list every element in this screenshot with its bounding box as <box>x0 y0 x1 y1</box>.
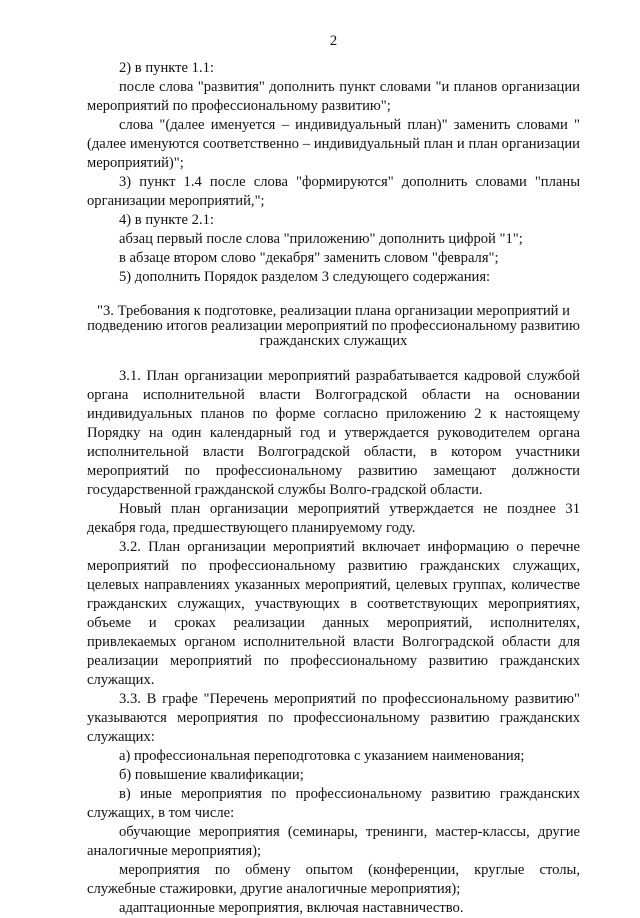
paragraph: 3.1. План организации мероприятий разрабатывается кадровой службой органа исполнительной власти Волгоградской области на основании индивидуальных планов по форме согласно приложению 2 к настоящему Порядку на один календарный год и утверждается руководителем органа исполнительной власти Волгоградской области, в котором участники мероприятий по профессиональному развитию замещают должности государственной гражданской службы Волго-градской области. <box>87 368 580 498</box>
section-body <box>87 367 580 918</box>
paragraph: мероприятия по обмену опытом (конференции, круглые столы, служебные стажировки, другие аналогичные мероприятия); <box>87 862 580 897</box>
page-number: 2 <box>329 33 338 49</box>
paragraph: 3.3. В графе "Перечень мероприятий по профессиональному развитию" указываются мероприятия по профессиональному развитию гражданских служащих: <box>87 691 580 745</box>
paragraph: а) профессиональная переподготовка с указанием наименования; <box>119 748 525 764</box>
paragraph: в абзаце втором слово "декабря" заменить словом "февраля"; <box>119 250 499 266</box>
paragraph: слова "(далее именуется – индивидуальный план)" заменить словами "(далее именуются соответственно – индивидуальный план и план организации мероприятий)"; <box>87 117 580 171</box>
paragraph: Новый план организации мероприятий утверждается не позднее 31 декабря года, предшествующего планируемому году. <box>87 501 580 536</box>
paragraph: после слова "развития" дополнить пункт словами "и планов организации мероприятий по профессиональному развитию"; <box>87 79 580 114</box>
paragraph: 4) в пункте 2.1: <box>119 212 214 228</box>
amendments-list <box>87 59 580 287</box>
paragraph: абзац первый после слова "приложению" дополнить цифрой "1"; <box>119 231 523 247</box>
paragraph: 5) дополнить Порядок разделом 3 следующего содержания: <box>119 269 491 285</box>
paragraph: 2) в пункте 1.1: <box>119 60 214 76</box>
paragraph: в) иные мероприятия по профессиональному развитию гражданских служащих, в том числе: <box>87 786 580 821</box>
paragraph: адаптационные мероприятия, включая наставничество. <box>119 900 464 916</box>
paragraph: 3.2. План организации мероприятий включает информацию о перечне мероприятий по профессиональному развитию гражданских служащих, целевых направлениях указанных мероприятий, целевых группах, количестве гражданских служащих, участвующих в соответствующих мероприятиях, объеме и сроках реализации данных мероприятий, исполнителях, привлекаемых органом исполнительной власти Волгоградской области для реализации мероприятий по профессиональному развитию гражданских служащих. <box>87 539 580 688</box>
paragraph: б) повышение квалификации; <box>119 767 304 783</box>
paragraph: 3) пункт 1.4 после слова "формируются" дополнить словами "планы организации мероприятий,"; <box>87 174 580 209</box>
paragraph: обучающие мероприятия (семинары, тренинги, мастер-классы, другие аналогичные мероприятия); <box>87 824 580 859</box>
section-heading: "3. Требования к подготовке, реализации плана организации мероприятий и подведению итогов реализации мероприятий по профессиональному развитию гражданских служащих <box>87 303 580 349</box>
